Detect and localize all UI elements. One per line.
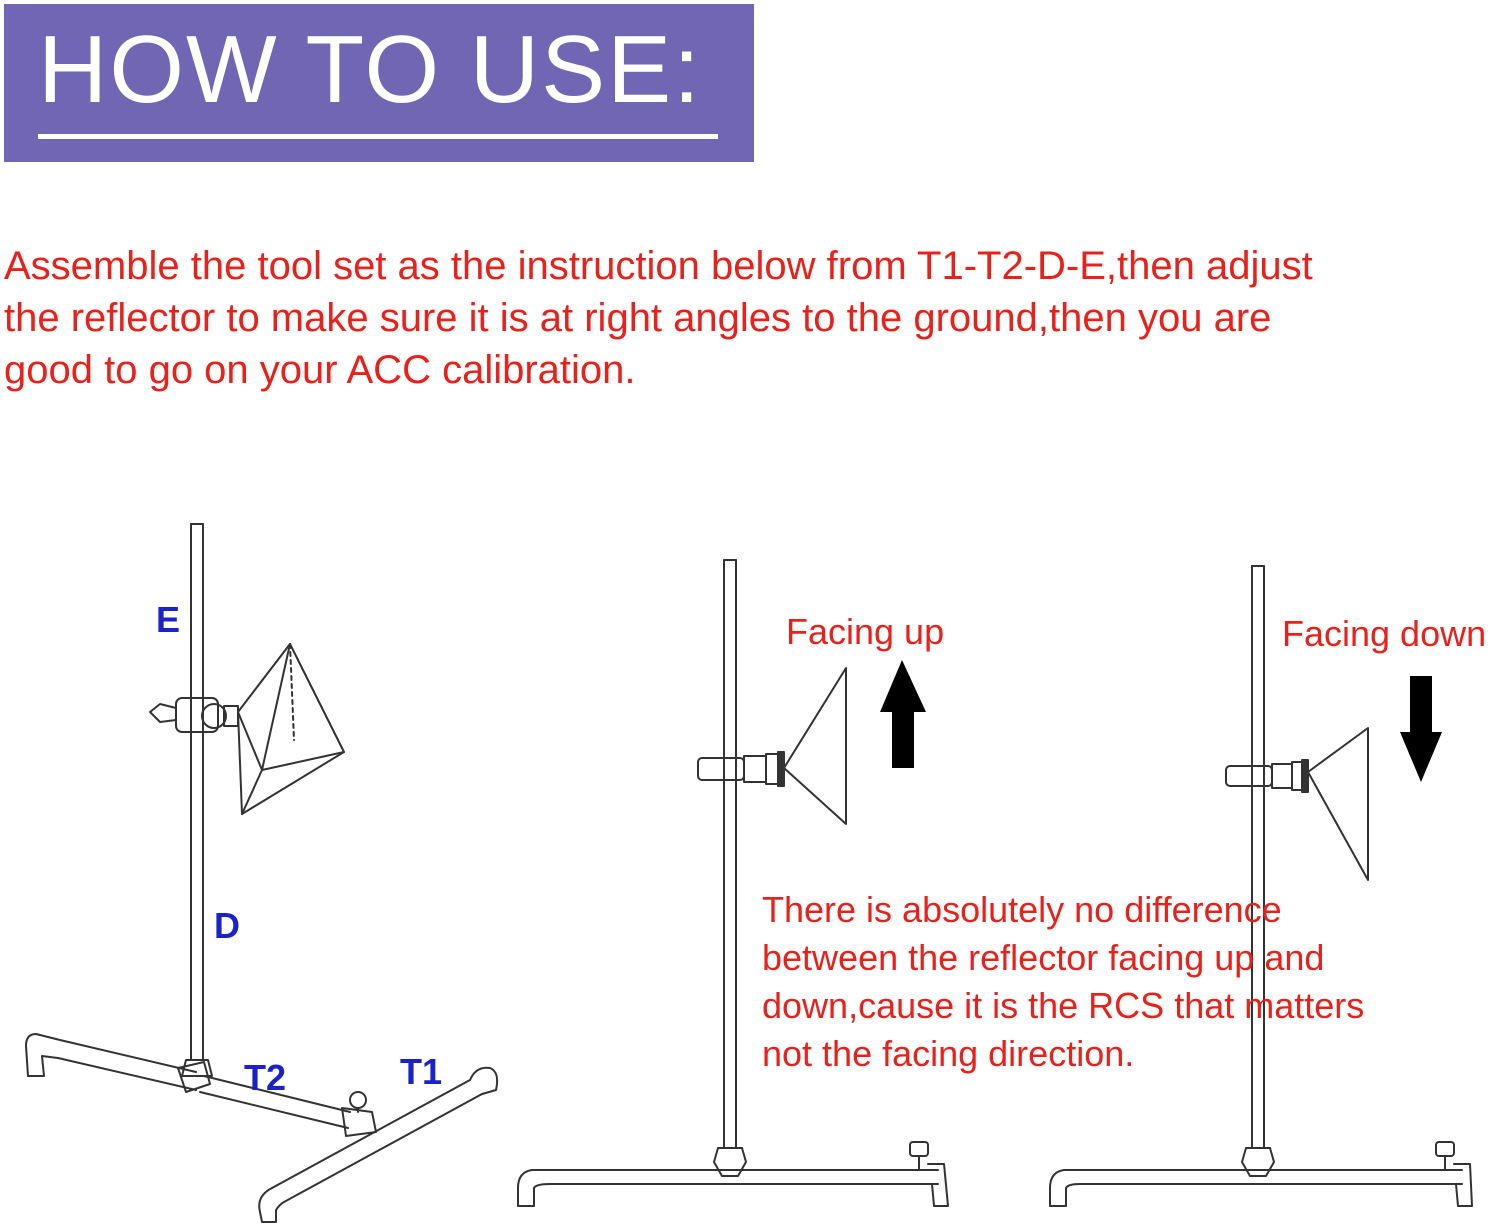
part-label-d: D xyxy=(214,905,240,946)
page-title: HOW TO USE: xyxy=(38,16,702,123)
rcs-note xyxy=(762,886,1364,1078)
assembled-stand-drawing xyxy=(26,524,497,1222)
note-line: There is absolutely no difference xyxy=(762,889,1282,930)
instruction-line: Assemble the tool set as the instruction below from T1-T2-D-E,then adjust xyxy=(4,244,1313,288)
instruction-line: good to go on your ACC calibration. xyxy=(4,348,636,392)
facing-up-label: Facing up xyxy=(786,611,945,652)
note-line: between the reflector facing up and xyxy=(762,937,1325,978)
arrow-down-icon xyxy=(1400,676,1442,782)
part-label-t2: T2 xyxy=(244,1057,287,1098)
arrow-up-icon xyxy=(880,660,926,768)
facing-up-stand-drawing xyxy=(518,560,948,1206)
note-line: down,cause it is the RCS that matters xyxy=(762,985,1365,1026)
facing-down-label: Facing down xyxy=(1282,613,1487,654)
part-label-t1: T1 xyxy=(400,1051,443,1092)
part-label-e: E xyxy=(156,599,181,640)
note-line: not the facing direction. xyxy=(762,1033,1135,1074)
instruction-line: the reflector to make sure it is at right angles to the ground,then you are xyxy=(4,296,1272,340)
